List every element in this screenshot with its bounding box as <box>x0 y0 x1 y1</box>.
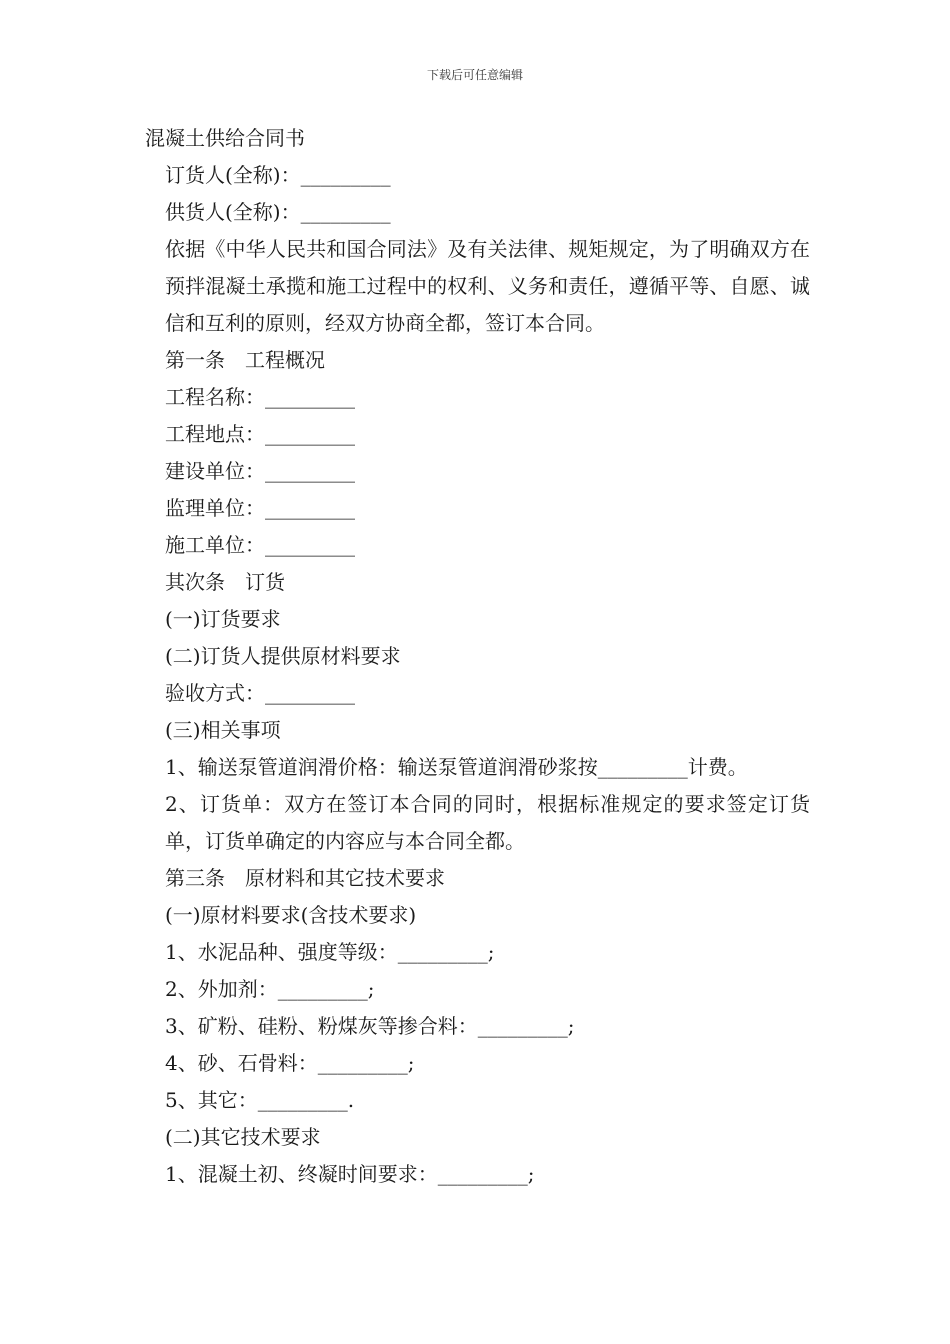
setting-time-line: 1、混凝土初、终凝时间要求：_________; <box>165 1162 535 1186</box>
aggregate-line: 4、砂、石骨料：_________; <box>165 1051 415 1075</box>
acceptance-method-line: 验收方式：_________ <box>165 681 355 705</box>
cement-grade-line: 1、水泥品种、强度等级：_________; <box>165 940 495 964</box>
project-location-line: 工程地点：_________ <box>165 422 355 446</box>
admixture-line: 2、外加剂：_________; <box>165 977 375 1001</box>
contract-document <box>145 120 810 1193</box>
construction-unit-line: 建设单位：_________ <box>165 459 355 483</box>
preamble-paragraph: 依据《中华人民共和国合同法》及有关法律、规矩规定，为了明确双方在预拌混凝土承揽和施工过程中的权利、义务和责任，遵循平等、自愿、诚信和互利的原则，经双方协商全都，签订本合同。 <box>165 237 810 335</box>
other-materials-line: 5、其它：_________. <box>165 1088 355 1112</box>
pump-lubrication-price-line: 1、输送泵管道润滑价格：输送泵管道润滑砂浆按_________计费。 <box>165 755 748 779</box>
page-header-note: 下载后可任意编辑 <box>426 68 523 82</box>
other-technical-requirements-heading: (二)其它技术要求 <box>165 1125 321 1149</box>
related-matters-heading: (三)相关事项 <box>165 718 281 742</box>
article-1-heading: 第一条 工程概况 <box>165 348 325 372</box>
orderer-line: 订货人(全称)：_________ <box>165 163 391 187</box>
raw-material-supply-heading: (二)订货人提供原材料要求 <box>165 644 401 668</box>
mineral-admixture-line: 3、矿粉、硅粉、粉煤灰等掺合料：_________; <box>165 1014 575 1038</box>
order-requirements-heading: (一)订货要求 <box>165 607 281 631</box>
supervision-unit-line: 监理单位：_________ <box>165 496 355 520</box>
raw-material-requirements-heading: (一)原材料要求(含技术要求) <box>165 903 417 927</box>
article-3-heading: 第三条 原材料和其它技术要求 <box>165 866 445 890</box>
article-2-heading: 其次条 订货 <box>165 570 285 594</box>
order-form-paragraph: 2、订货单：双方在签订本合同的同时，根据标准规定的要求签定订货单，订货单确定的内容应与本合同全都。 <box>165 792 810 853</box>
supplier-line: 供货人(全称)：_________ <box>165 200 391 224</box>
project-name-line: 工程名称：_________ <box>165 385 355 409</box>
contractor-unit-line: 施工单位：_________ <box>165 533 355 557</box>
document-title: 混凝土供给合同书 <box>145 126 305 150</box>
